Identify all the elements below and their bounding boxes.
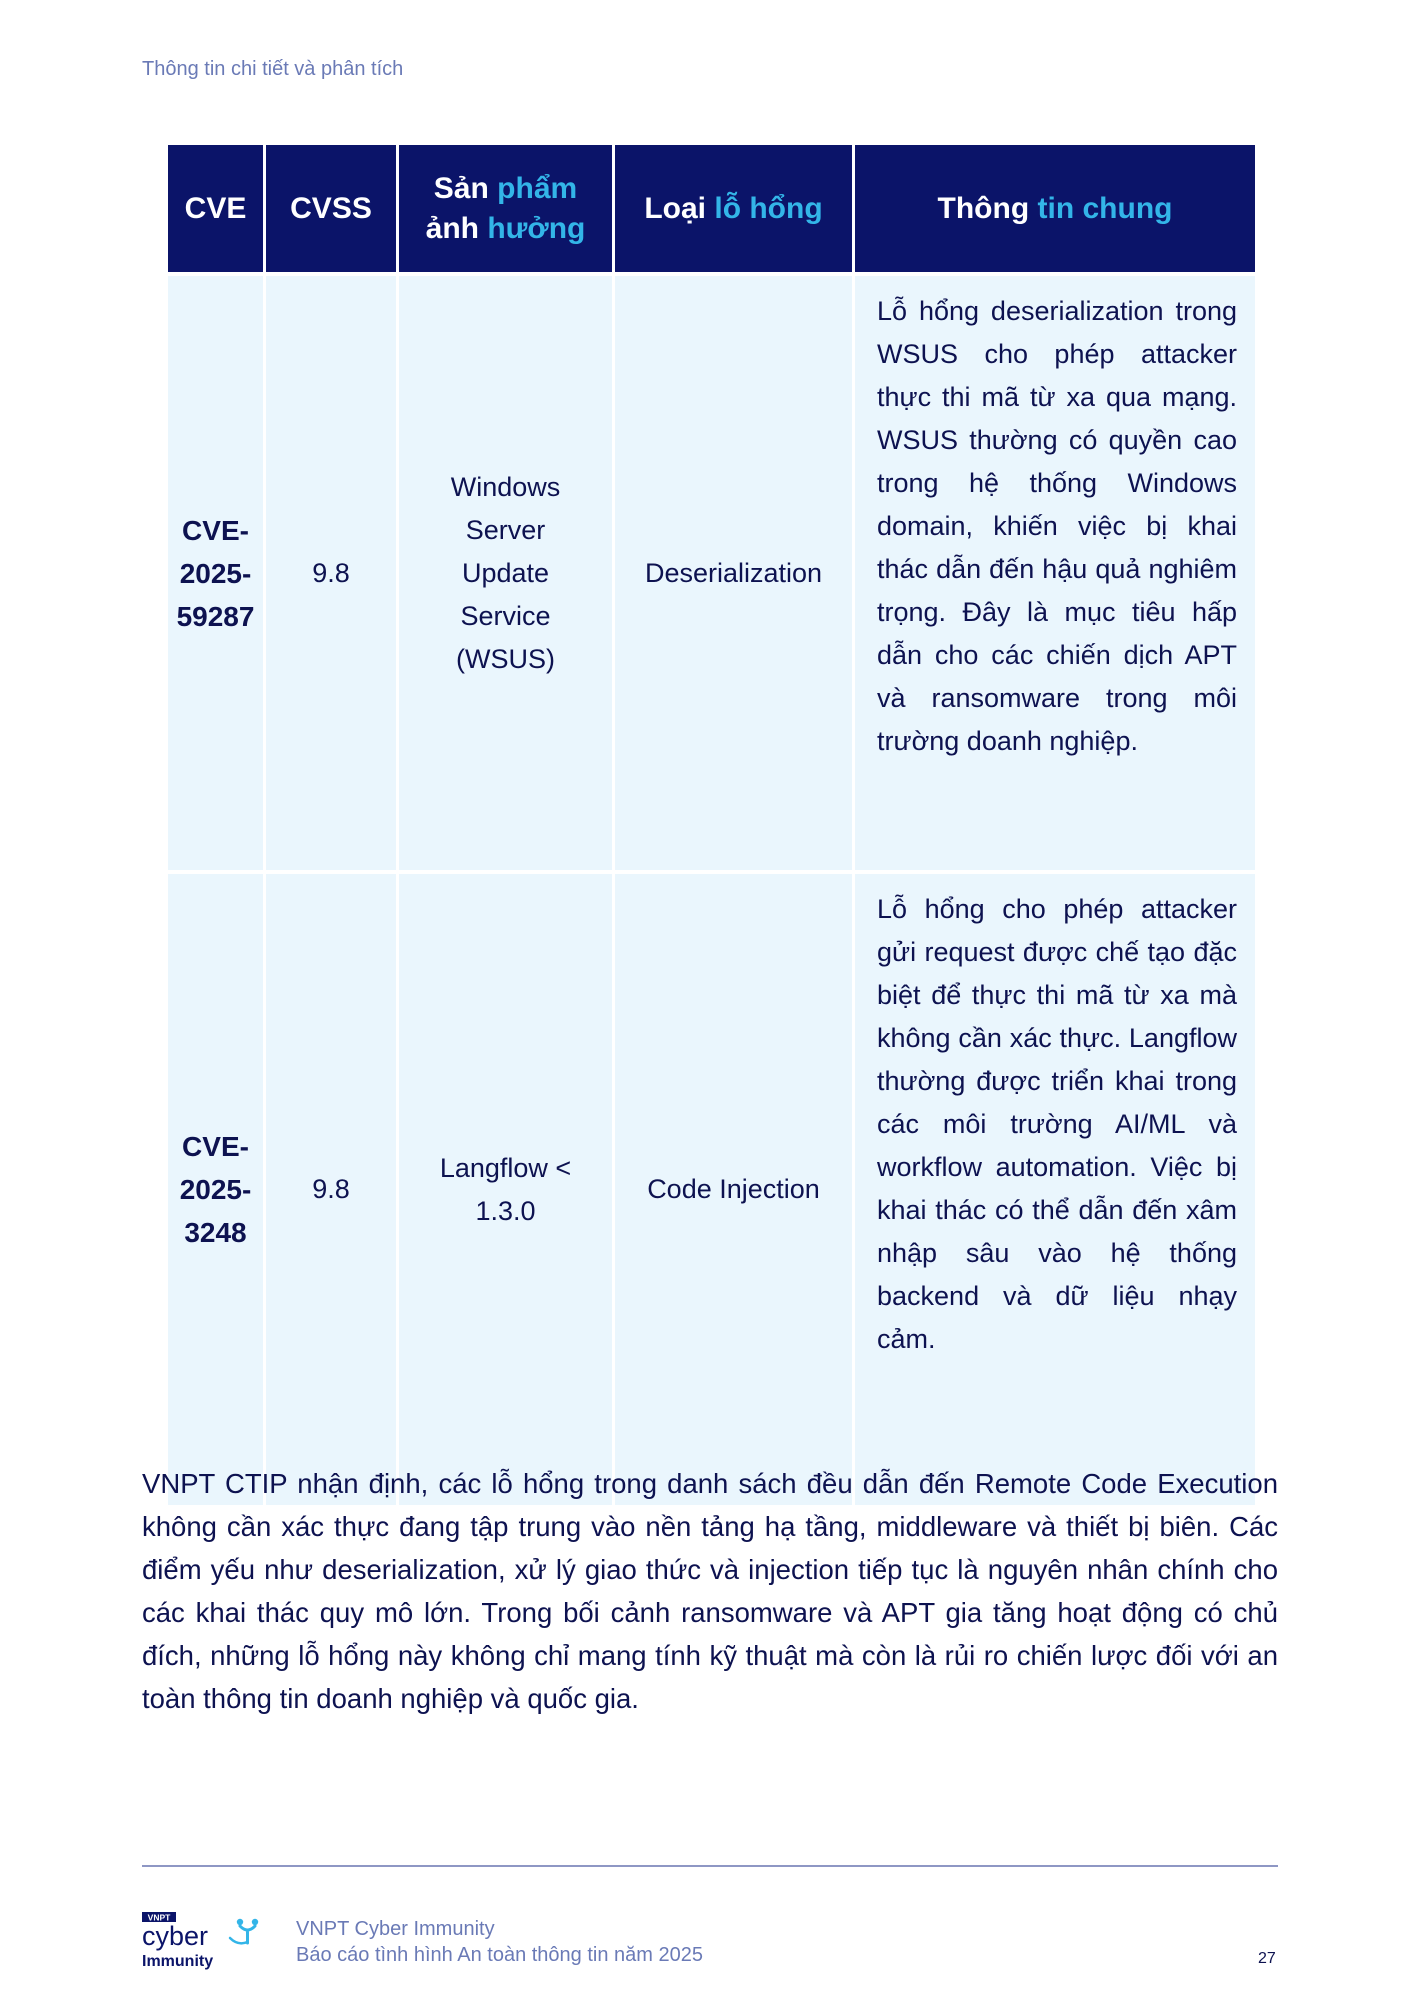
cve-id-cell: CVE- 2025- 3248 bbox=[168, 870, 266, 1505]
column-header-cve: CVE bbox=[168, 145, 266, 272]
table-header-row bbox=[168, 145, 1255, 272]
cvss-score-cell: 9.8 bbox=[266, 870, 399, 1505]
vuln-type-cell: Code Injection bbox=[615, 870, 855, 1505]
footer-divider bbox=[142, 1865, 1278, 1867]
cve-id-cell: CVE- 2025- 59287 bbox=[168, 272, 266, 870]
column-header-general-info: Thông tin chung bbox=[855, 145, 1255, 272]
footer-organization: VNPT Cyber Immunity bbox=[296, 1918, 495, 1940]
product-cell: Langflow < 1.3.0 bbox=[399, 870, 615, 1505]
cvss-score-cell: 9.8 bbox=[266, 272, 399, 870]
analysis-paragraph: VNPT CTIP nhận định, các lỗ hổng trong danh sách đều dẫn đến Remote Code Execution không cần xác thực đang tập trung vào nền tảng hạ tầng, middleware và thiết bị biên. Các điểm yếu như deserialization, xử lý giao thức và injection tiếp tục là nguyên nhân chính cho các khai thác quy mô lớn. Trong bối cảnh ransomware và APT gia tăng hoạt động có chủ đích, những lỗ hổng này không chỉ mang tính kỹ thuật mà còn là rủi ro chiến lược đối với an toàn thông tin doanh nghiệp và quốc gia. bbox=[142, 1468, 1278, 1714]
vuln-type-cell: Deserialization bbox=[615, 272, 855, 870]
cve-table bbox=[168, 145, 1255, 1505]
table-row bbox=[168, 870, 1255, 1505]
description-cell: Lỗ hổng cho phép attacker gửi request được chế tạo đặc biệt để thực thi mã từ xa mà không cần xác thực. Langflow thường được triển khai trong các môi trường AI/ML và workflow automation. Việc bị khai thác có thể dẫn đến xâm nhập sâu vào hệ thống backend và dữ liệu nhạy cảm. bbox=[855, 870, 1255, 1505]
svg-text:VNPT: VNPT bbox=[147, 1912, 171, 1923]
column-header-vuln-type: Loại lỗ hổng bbox=[615, 145, 855, 272]
description-cell: Lỗ hổng deserialization trong WSUS cho phép attacker thực thi mã từ xa qua mạng. WSUS thường có quyền cao trong hệ thống Windows domain, khiến việc bị khai thác dẫn đến hậu quả nghiêm trọng. Đây là mục tiêu hấp dẫn cho các chiến dịch APT và ransomware trong môi trường doanh nghiệp. bbox=[855, 272, 1255, 870]
footer-report-title: Báo cáo tình hình An toàn thông tin năm 2025 bbox=[296, 1944, 703, 1966]
page-header-section-title: Thông tin chi tiết và phân tích bbox=[142, 58, 404, 80]
svg-text:Immunity: Immunity bbox=[142, 1953, 214, 1970]
vnpt-cyber-immunity-logo bbox=[142, 1912, 268, 1972]
product-cell: Windows Server Update Service (WSUS) bbox=[399, 272, 615, 870]
table-row bbox=[168, 272, 1255, 870]
page-number: 27 bbox=[1258, 1950, 1276, 1967]
svg-text:cyber: cyber bbox=[142, 1921, 209, 1951]
column-header-product: Sản phẩm ảnh hưởng bbox=[399, 145, 615, 272]
column-header-cvss: CVSS bbox=[266, 145, 399, 272]
